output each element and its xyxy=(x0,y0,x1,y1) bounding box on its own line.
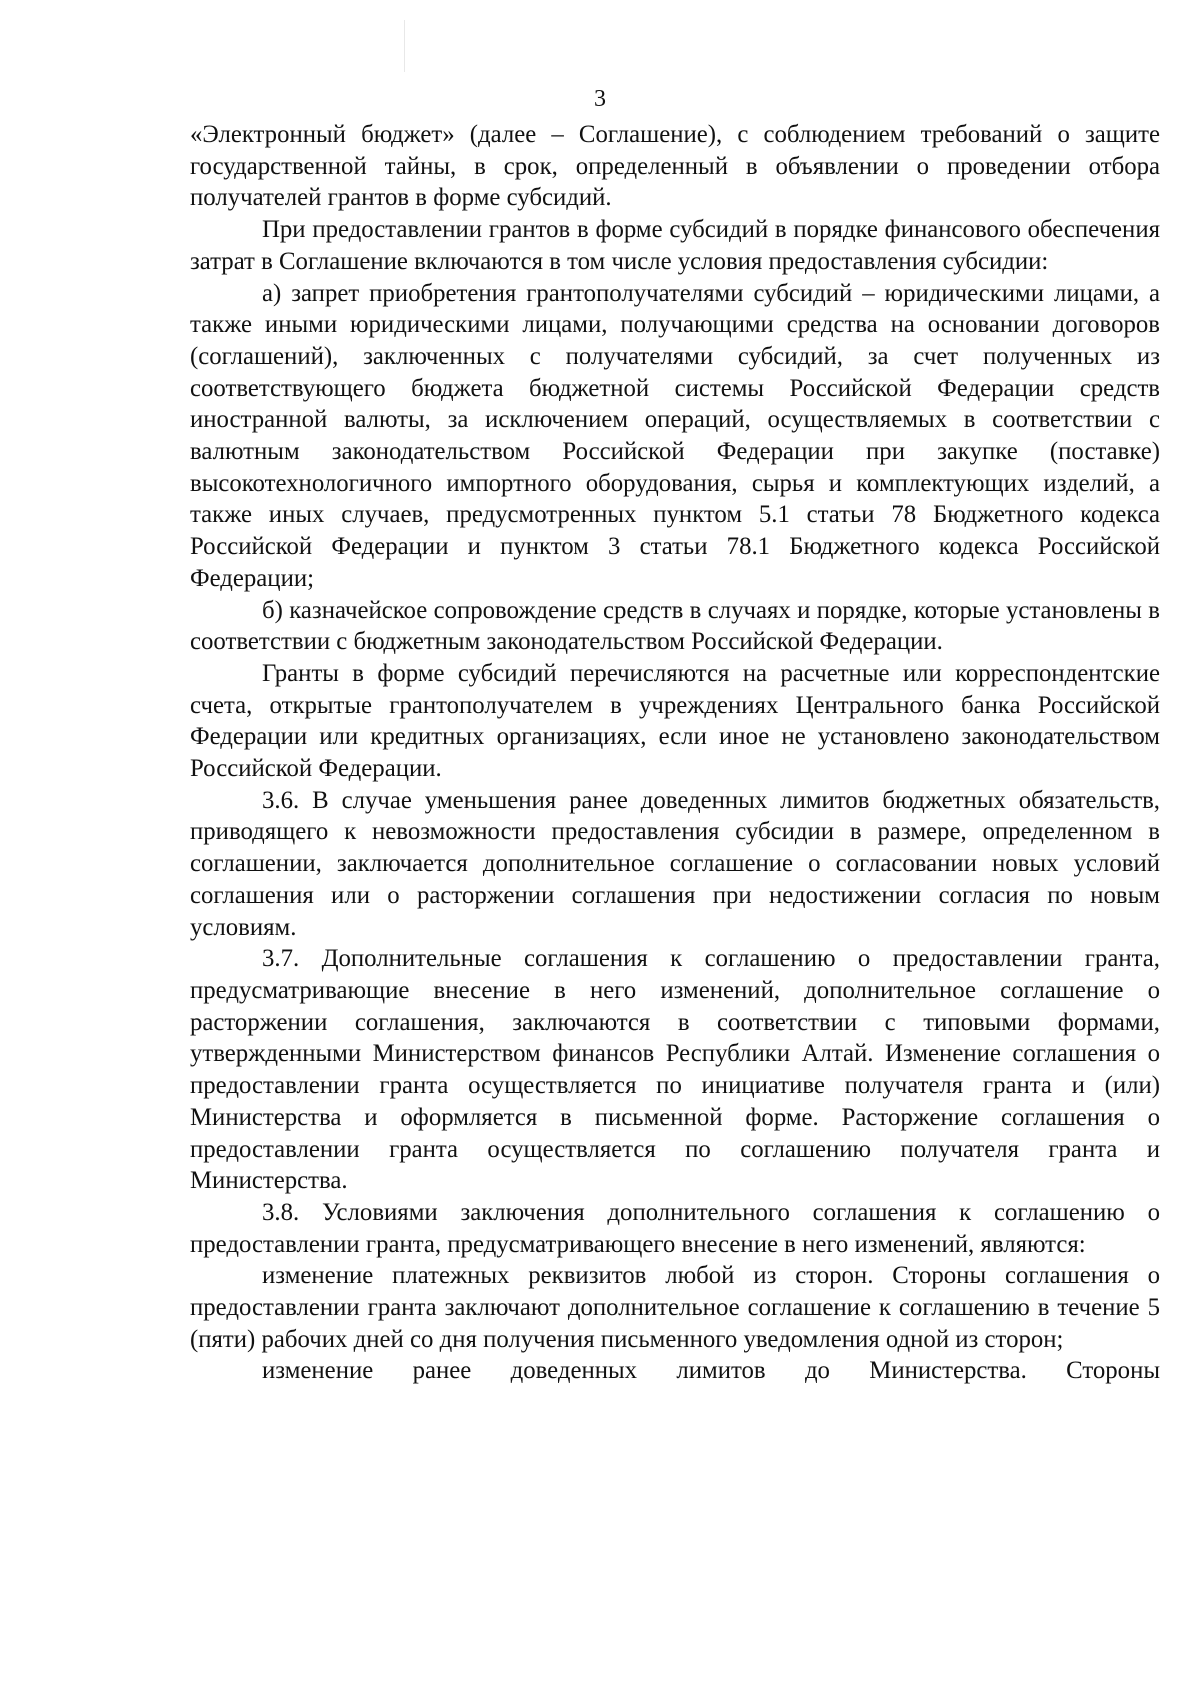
paragraph-3-8: 3.8. Условиями заключения дополнительного соглашения к соглашению о предоставлении гранта, предусматривающего внесение в него изменений, являются: xyxy=(190,1198,1160,1258)
paragraph-3-7: 3.7. Дополнительные соглашения к соглашению о предоставлении гранта, предусматривающие внесение в него изменений, дополнительное соглашение о расторжении соглашения, заключаются в соответствии с типовыми формами, утвержденными Министерством финансов Республики Алтай. Изменение соглашения о предоставлении гранта осуществляется по инициативе получателя гранта и (или) Министерства и оформляется в письменной форме. Расторжение соглашения о предоставлении гранта осуществляется по соглашению получателя гранта и Министерства. xyxy=(190,945,1160,1195)
paragraph-payment-details-change: изменение платежных реквизитов любой из сторон. Стороны соглашения о предоставлении гранта заключают дополнительное соглашение к соглашению в течение 5 (пяти) рабочих дней со дня получения письменного уведомления одной из сторон; xyxy=(190,1262,1160,1353)
paragraph-item-b-treasury-support: б) казначейское сопровождение средств в случаях и порядке, которые установлены в соответствии с бюджетным законодательством Российской Федерации. xyxy=(190,596,1160,656)
paragraph-3-6: 3.6. В случае уменьшения ранее доведенных лимитов бюджетных обязательств, приводящего к невозможности предоставления субсидии в размере, определенном в соглашении, заключается дополнительное соглашение о согласовании новых условий соглашения или о расторжении соглашения при недостижении согласия по новым условиям. xyxy=(190,786,1160,941)
paragraph-agreement-conditions: При предоставлении грантов в форме субсидий в порядке финансового обеспечения затрат в Соглашение включаются в том числе условия предоставления субсидии: xyxy=(190,216,1160,275)
scan-artifact-line xyxy=(404,20,405,72)
paragraph-grant-transfer: Гранты в форме субсидий перечисляются на расчетные или корреспондентские счета, открытые грантополучателем в учреждениях Центрального банка Российской Федерации или кредитных организациях, если иное не установлено законодательством Российской Федерации. xyxy=(190,659,1160,783)
document-body xyxy=(190,119,1160,1387)
paragraph-item-a-currency-ban: а) запрет приобретения грантополучателями субсидий – юридическими лицами, а также иными юридическими лицами, получающими средства на основании договоров (соглашений), заключенных с получателями субсидий, за счет полученных из соответствующего бюджета бюджетной системы Российской Федерации средств иностранной валюты, за исключением операций, осуществляемых в соответствии с валютным законодательством Российской Федерации при закупке (поставке) высокотехнологичного импортного оборудования, сырья и комплектующих изделий, а также иных случаев, предусмотренных пунктом 5.1 статьи 78 Бюджетного кодекса Российской Федерации и пунктом 3 статьи 78.1 Бюджетного кодекса Российской Федерации; xyxy=(190,279,1160,592)
page-number: 3 xyxy=(594,86,606,112)
paragraph-limits-change: изменение ранее доведенных лимитов до Министерства. Стороны xyxy=(262,1357,1160,1385)
paragraph-electronic-budget: «Электронный бюджет» (далее – Соглашение), с соблюдением требований о защите государственной тайны, в срок, определенный в объявлении о проведении отбора получателей грантов в форме субсидий. xyxy=(190,121,1160,212)
